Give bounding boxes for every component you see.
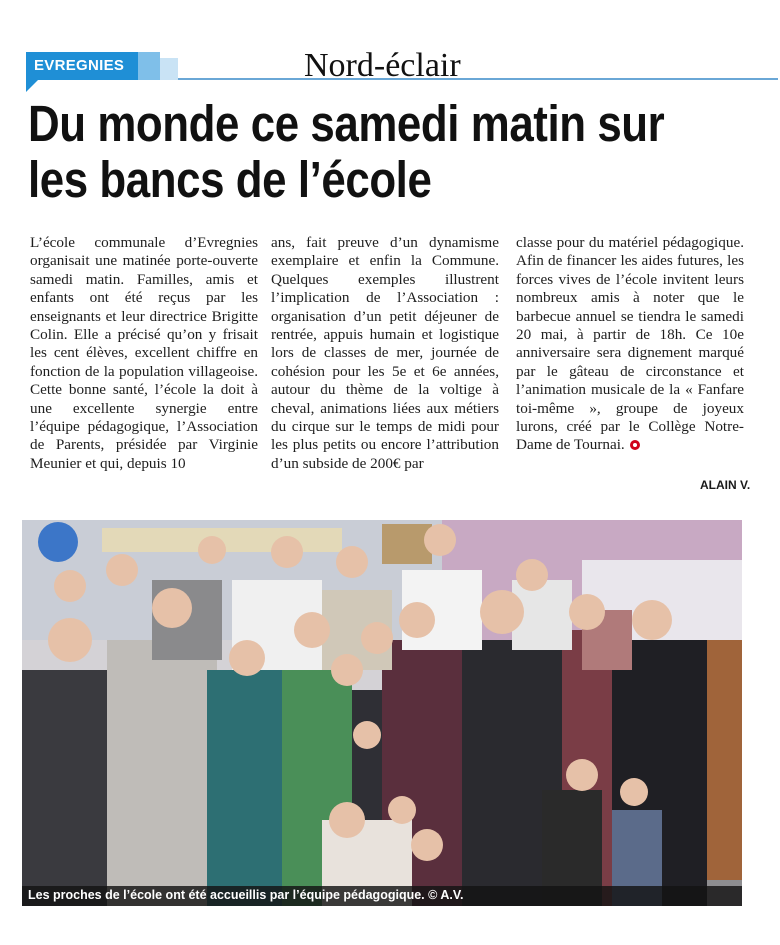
- article-column-3-text: classe pour du matériel pédagogique. Afin de financer les aides futures, les forces vives de l’école invitent leurs nombreux amis à noter que le barbecue annuel se tiendra le samedi 20 mai, à partir de 18h. Ce 10e anniversaire sera dignement marqué par le gâteau de circonstance et l’animation musicale de la « Fanfare toi-même », groupe de joyeux lurons, créé par le Collège Notre-Dame de Tournai.: [516, 234, 744, 454]
- end-of-article-circle-icon: [630, 440, 640, 450]
- group-photo-illustration: [22, 520, 742, 906]
- section-tag-fade: [138, 52, 160, 80]
- section-tag-fade-light: [160, 58, 178, 80]
- section-tag: [26, 52, 138, 80]
- section-tag-label: EVREGNIES: [34, 57, 125, 74]
- photo-caption-bar: [22, 886, 742, 906]
- photo-caption: Les proches de l’école ont été accueillis par l’équipe pédagogique. © A.V.: [28, 888, 464, 902]
- article-column-3: [516, 234, 744, 455]
- group-photo: [22, 520, 742, 906]
- article-column-1: L’école communale d’Evregnies organisait une matinée porte-ouverte samedi matin. Familles, amis et enfants ont été reçus par les enseignants et leur directrice Brigitte Colin. Elle a précisé qu’on y frisait les cent élèves, excellent chiffre en fonction de la population villageoise. Cette bonne santé, l’école la doit à une excellente synergie entre l’équipe pédagogique, l’Association de Parents, présidée par Virginie Meunier et qui, depuis 10: [30, 234, 258, 472]
- article-headline: Du monde ce samedi matin sur les bancs de l’école: [28, 95, 665, 208]
- article-column-2: ans, fait preuve d’un dynamisme exemplaire et enfin la Commune. Quelques exemples illustrent l’implication de l’Association : organisation d’un petit déjeuner de rentrée, appuis humain et logistique lors de classes de mer, journée de cohésion pour les 5e et 6e années, autour du thème de la voltige à cheval, animations liées aux métiers du cirque sur le temps de midi pour les plus petits ou encore l’attribution d’un subside de 200€ par: [271, 234, 499, 472]
- article-author: ALAIN V.: [700, 478, 751, 492]
- newspaper-name: Nord-éclair: [304, 47, 461, 84]
